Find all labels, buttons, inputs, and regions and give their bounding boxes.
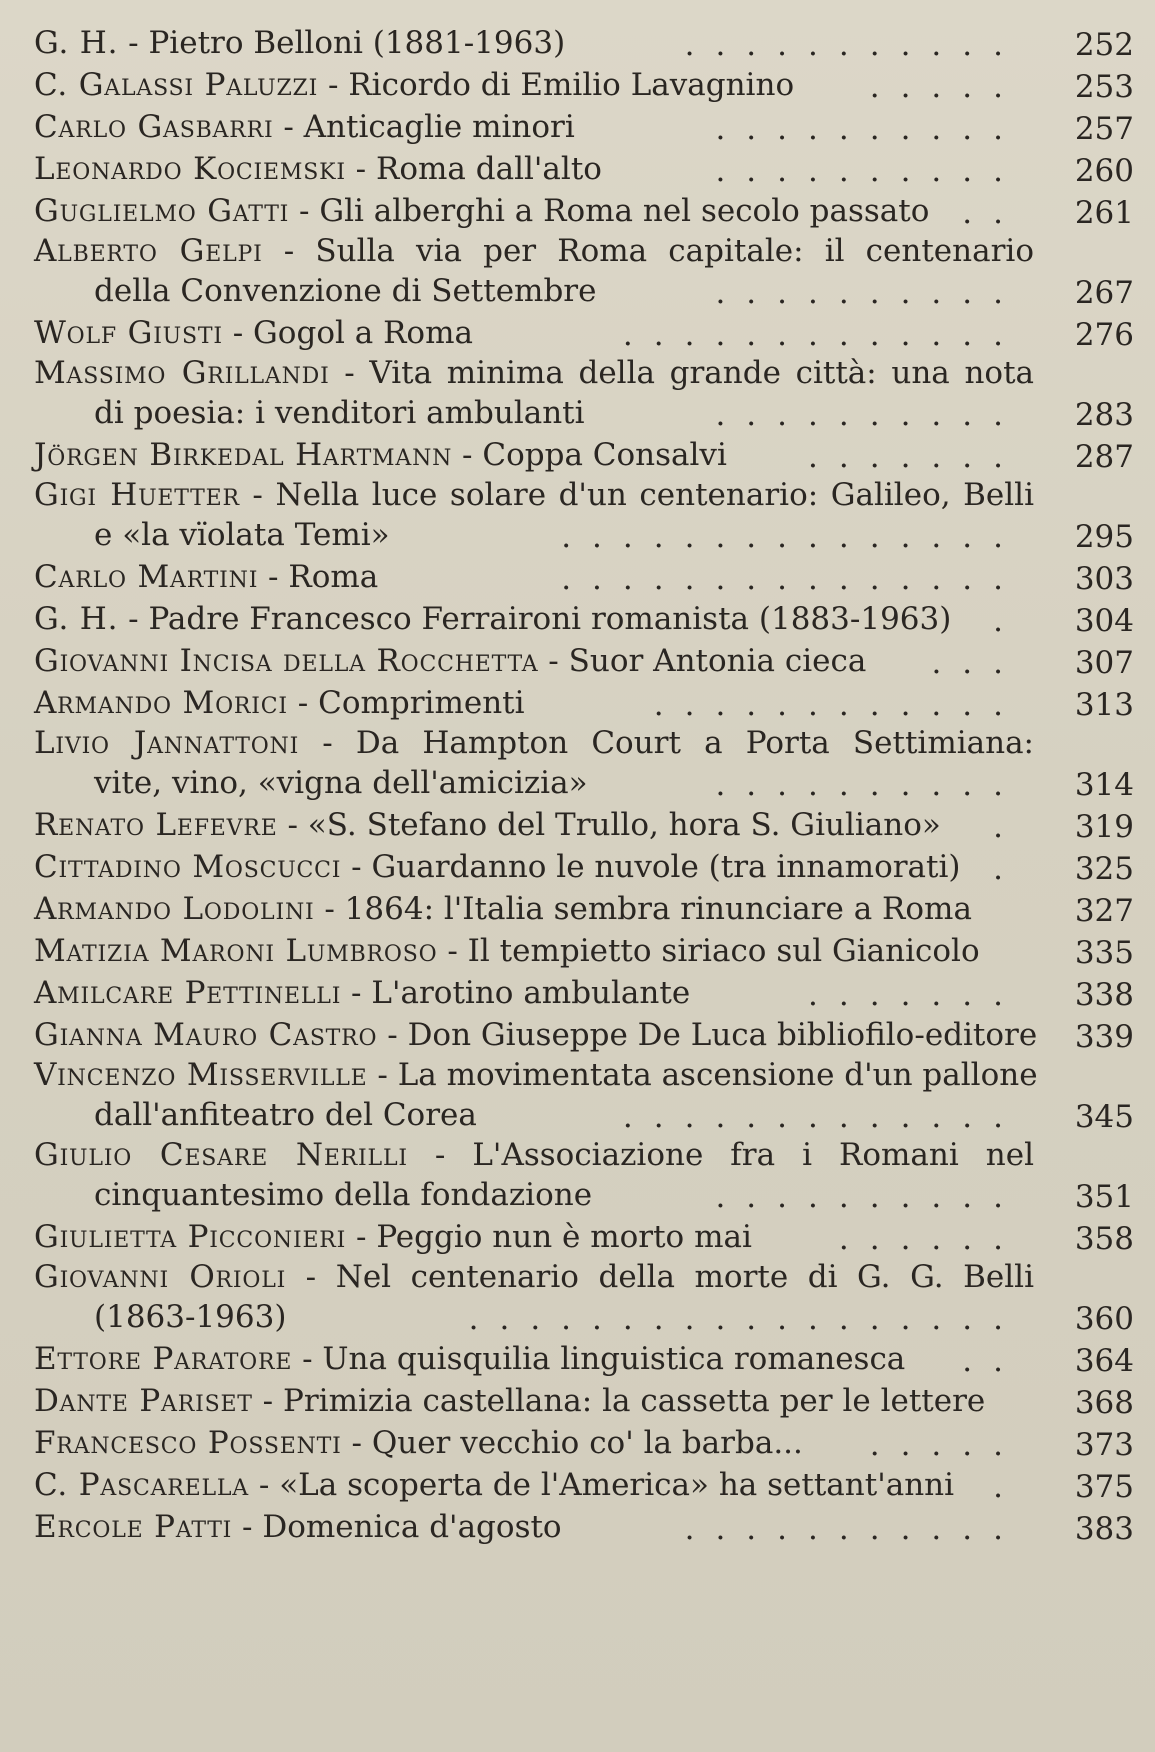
toc-entry[interactable] [34, 148, 1134, 190]
entry-title: Comprimenti [318, 685, 525, 721]
entry-text [34, 556, 378, 598]
page-number: 304 [1074, 603, 1134, 639]
table-of-contents [34, 22, 1134, 1548]
entry-title: 1864: l'Italia sembra rinunciare a Roma [344, 891, 972, 927]
toc-line [34, 1422, 1134, 1464]
dot-leader: . [993, 603, 1024, 639]
page-number: 287 [1074, 439, 1134, 475]
entry-title: Quer vecchio co' la barba... [371, 1425, 803, 1461]
entry-author: Carlo Martini [34, 559, 259, 595]
toc-entry[interactable] [34, 64, 1134, 106]
separator: - [407, 1137, 473, 1173]
dot-leader [34, 1014, 1024, 1061]
dot-leader [34, 1380, 1024, 1427]
entry-title: «La scoperta de l'America» ha settant'anni [279, 1467, 955, 1503]
dot-leader: .................. [468, 1301, 1024, 1337]
entry-text [34, 476, 1034, 514]
page-number: 338 [1074, 977, 1134, 1013]
entry-title: Padre Francesco Ferraironi romanista (1883-1963) [148, 601, 952, 637]
page-number: 303 [1074, 561, 1134, 597]
toc-entry[interactable] [34, 972, 1134, 1014]
toc-entry[interactable] [34, 556, 1134, 598]
entry-author: Gigi Huetter [34, 477, 240, 513]
toc-line [34, 1014, 1134, 1056]
toc-entry[interactable] [34, 190, 1134, 232]
entry-title-continued: vite, vino, «vigna dell'amicizia» [94, 765, 588, 801]
separator: - [292, 1341, 323, 1377]
toc-line [34, 106, 1134, 148]
entry-text [34, 64, 794, 106]
entry-title: L'Associazione fra i Romani nel [472, 1137, 1034, 1173]
entry-title: Il tempietto siriaco sul Gianicolo [467, 933, 980, 969]
dot-leader: .. [962, 195, 1024, 231]
dot-leader: ........... [684, 27, 1024, 63]
entry-author: Ettore Paratore [34, 1341, 293, 1377]
entry-text [34, 640, 866, 682]
page-number: 253 [1074, 69, 1134, 105]
toc-line [34, 1380, 1134, 1422]
toc-entry[interactable] [34, 1422, 1134, 1464]
entry-text [34, 930, 980, 972]
separator: - [287, 685, 319, 721]
entry-author: Giovanni Orioli [34, 1259, 287, 1295]
entry-title: «S. Stefano del Trullo, hora S. Giuliano» [307, 807, 941, 843]
dot-leader: ............ [653, 687, 1024, 723]
entry-title-continued: di poesia: i venditori ambulanti [94, 395, 585, 431]
entry-text [34, 1056, 1038, 1094]
page-number: 360 [1074, 1301, 1134, 1337]
separator: - [437, 933, 468, 969]
entry-author: G. H. [34, 25, 119, 61]
toc-entry[interactable] [34, 1216, 1134, 1258]
entry-title: Da Hampton Court a Porta Settimiana: [355, 725, 1034, 761]
toc-line [34, 1094, 1134, 1136]
page-number: 313 [1074, 687, 1134, 723]
entry-text [34, 724, 1034, 762]
page-number: 351 [1074, 1179, 1134, 1215]
entry-text [34, 1216, 752, 1258]
toc-entry[interactable] [34, 106, 1134, 148]
dot-leader: .......... [715, 397, 1024, 433]
entry-title: Nella luce solare d'un centenario: Galileo, Belli [275, 477, 1034, 513]
toc-entry[interactable] [34, 598, 1134, 640]
toc-line [34, 476, 1134, 514]
dot-leader: .......... [715, 275, 1024, 311]
toc-line [34, 972, 1134, 1014]
separator: - [345, 151, 377, 187]
separator: - [289, 193, 320, 229]
separator: - [367, 1057, 398, 1093]
entry-author: Matizia Maroni Lumbroso [34, 933, 438, 969]
entry-text [34, 888, 972, 930]
dot-leader: ...... [838, 1221, 1024, 1257]
entry-author: Gianna Mauro Castro [34, 1017, 378, 1053]
toc-entry[interactable] [34, 434, 1134, 476]
separator: - [452, 437, 483, 473]
toc-line [34, 514, 1134, 556]
toc-entry[interactable] [34, 22, 1134, 64]
entry-title-continued: cinquantesimo della fondazione [94, 1177, 593, 1213]
dot-leader: ............... [561, 519, 1024, 555]
separator: - [232, 1509, 263, 1545]
toc-entry[interactable] [34, 930, 1134, 972]
entry-text [34, 312, 473, 354]
entry-title: Una quisquilia linguistica romanesca [322, 1341, 906, 1377]
toc-line [34, 846, 1134, 888]
toc-entry[interactable] [34, 1506, 1134, 1548]
dot-leader: ............. [622, 1099, 1024, 1135]
separator: - [286, 1259, 336, 1295]
toc-entry[interactable] [34, 888, 1134, 930]
dot-leader: ............. [622, 317, 1024, 353]
page-number: 257 [1074, 111, 1134, 147]
entry-title: La movimentata ascensione d'un pallone [397, 1057, 1038, 1093]
page-number: 364 [1074, 1343, 1134, 1379]
toc-entry[interactable] [34, 1258, 1134, 1338]
separator: - [273, 109, 304, 145]
separator: - [341, 849, 372, 885]
separator: - [252, 1383, 283, 1419]
toc-entry[interactable] [34, 232, 1134, 312]
entry-author: Giulietta Picconieri [34, 1219, 347, 1255]
entry-text [34, 682, 525, 724]
page-number: 345 [1074, 1099, 1134, 1135]
page-number: 339 [1074, 1019, 1134, 1055]
dot-leader: .......... [715, 111, 1024, 147]
dot-leader: . [993, 809, 1024, 845]
entry-text [34, 1258, 1034, 1296]
toc-line [34, 1338, 1134, 1380]
entry-text [34, 22, 565, 64]
entry-title: Ricordo di Emilio Lavagnino [348, 67, 795, 103]
page-number: 325 [1074, 851, 1134, 887]
entry-author: Giulio Cesare Nerilli [34, 1137, 408, 1173]
entry-title: Vita minima della grande città: una nota [369, 355, 1035, 391]
separator: - [299, 725, 356, 761]
separator: - [249, 1467, 280, 1503]
toc-entry[interactable] [34, 1136, 1134, 1216]
page-number: 319 [1074, 809, 1134, 845]
entry-author: Carlo Gasbarri [34, 109, 274, 145]
separator: - [118, 601, 149, 637]
entry-title: Gogol a Roma [253, 315, 473, 351]
toc-line [34, 232, 1134, 270]
toc-line [34, 888, 1134, 930]
page-number: 267 [1074, 275, 1134, 311]
toc-line [34, 556, 1134, 598]
toc-line [34, 148, 1134, 190]
separator: - [239, 477, 276, 513]
dot-leader: ............... [561, 561, 1024, 597]
dot-leader: ..... [869, 69, 1024, 105]
toc-entry[interactable] [34, 1464, 1134, 1506]
entry-text [34, 232, 1034, 270]
dot-leader: .. [962, 1343, 1024, 1379]
entry-title: Gli alberghi a Roma nel secolo passato [319, 193, 930, 229]
entry-title: Coppa Consalvi [482, 437, 727, 473]
page-number: 276 [1074, 317, 1134, 353]
dot-leader: ....... [808, 439, 1024, 475]
entry-author: Francesco Possenti [34, 1425, 342, 1461]
entry-text [34, 434, 727, 476]
toc-line [34, 640, 1134, 682]
entry-title: Primizia castellana: la cassetta per le lettere [282, 1383, 986, 1419]
separator: - [329, 355, 370, 391]
entry-title: Peggio nun è morto mai [376, 1219, 752, 1255]
toc-line [34, 1258, 1134, 1296]
entry-author: Jörgen Birkedal Hartmann [34, 437, 453, 473]
toc-entry[interactable] [34, 476, 1134, 556]
entry-title: Roma [288, 559, 379, 595]
toc-line [34, 64, 1134, 106]
entry-author: Armando Lodolini [34, 891, 315, 927]
toc-line [34, 22, 1134, 64]
toc-line [34, 682, 1134, 724]
toc-entry[interactable] [34, 1338, 1134, 1380]
entry-title: L'arotino ambulante [371, 975, 691, 1011]
entry-text [34, 1338, 905, 1380]
separator: - [314, 891, 345, 927]
separator: - [341, 1425, 372, 1461]
entry-author: Amilcare Pettinelli [34, 975, 342, 1011]
page-number: 327 [1074, 893, 1134, 929]
entry-author: Dante Pariset [34, 1383, 253, 1419]
entry-title-continued: dall'anfiteatro del Corea [94, 1097, 477, 1133]
dot-leader: .......... [715, 153, 1024, 189]
entry-text [34, 148, 602, 190]
entry-text [34, 1136, 1034, 1174]
page-number: 358 [1074, 1221, 1134, 1257]
entry-author: C. Galassi Paluzzi [34, 67, 319, 103]
entry-title: Roma dall'alto [376, 151, 602, 187]
dot-leader: ... [931, 645, 1024, 681]
toc-line [34, 1506, 1134, 1548]
toc-line [34, 1296, 1134, 1338]
entry-author: Cittadino Moscucci [34, 849, 342, 885]
page-number: 260 [1074, 153, 1134, 189]
entry-author: Livio Jannattoni [34, 725, 300, 761]
toc-line [34, 434, 1134, 476]
toc-line [34, 724, 1134, 762]
page-number: 283 [1074, 397, 1134, 433]
dot-leader: .......... [715, 1179, 1024, 1215]
page-number: 383 [1074, 1511, 1134, 1547]
page-number: 373 [1074, 1427, 1134, 1463]
dot-leader: .......... [715, 767, 1024, 803]
entry-text [34, 354, 1034, 392]
entry-author: G. H. [34, 601, 119, 637]
toc-line [34, 190, 1134, 232]
entry-author: Vincenzo Misserville [34, 1057, 368, 1093]
entry-title: Don Giuseppe De Luca bibliofilo-editore [407, 1017, 1038, 1053]
toc-line [34, 354, 1134, 392]
separator: - [262, 233, 316, 269]
page-number: 295 [1074, 519, 1134, 555]
entry-title-continued: della Convenzione di Settembre [94, 273, 597, 309]
page-number: 252 [1074, 27, 1134, 63]
separator: - [377, 1017, 408, 1053]
entry-text [34, 1464, 954, 1506]
separator: - [222, 315, 254, 351]
dot-leader: . [993, 851, 1024, 887]
entry-text [34, 106, 575, 148]
entry-title: Guardanno le nuvole (tra innamorati) [371, 849, 961, 885]
dot-leader: ..... [869, 1427, 1024, 1463]
entry-title: Anticaglie minori [303, 109, 575, 145]
entry-text [34, 598, 951, 640]
entry-author: Leonardo Kociemski [34, 151, 346, 187]
page-number: 261 [1074, 195, 1134, 231]
toc-entry[interactable] [34, 846, 1134, 888]
entry-author: Giovanni Incisa della Rocchetta [34, 643, 539, 679]
separator: - [118, 25, 149, 61]
entry-text [34, 1506, 562, 1548]
entry-author: C. Pascarella [34, 1467, 249, 1503]
page-number: 307 [1074, 645, 1134, 681]
entry-text [34, 972, 690, 1014]
separator: - [258, 559, 289, 595]
toc-entry[interactable] [34, 1056, 1134, 1136]
entry-title: Sulla via per Roma capitale: il centenario [315, 233, 1034, 269]
dot-leader: ........... [684, 1511, 1024, 1547]
entry-text [34, 804, 941, 846]
toc-entry[interactable] [34, 804, 1134, 846]
entry-author: Wolf Giusti [34, 315, 223, 351]
toc-line [34, 1216, 1134, 1258]
toc-line [34, 1056, 1134, 1094]
toc-entry[interactable] [34, 1014, 1134, 1056]
entry-title-continued: e «la vïolata Temi» [94, 517, 390, 553]
entry-title: Nel centenario della morte di G. G. Belli [335, 1259, 1034, 1295]
toc-entry[interactable] [34, 1380, 1134, 1422]
entry-title-continued: (1863-1963) [94, 1299, 287, 1335]
entry-author: Alberto Gelpi [34, 233, 263, 269]
toc-line [34, 1136, 1134, 1174]
toc-line [34, 804, 1134, 846]
entry-author: Massimo Grillandi [34, 355, 330, 391]
page-number: 314 [1074, 767, 1134, 803]
toc-entry[interactable] [34, 682, 1134, 724]
separator: - [341, 975, 372, 1011]
toc-entry[interactable] [34, 312, 1134, 354]
page-number: 335 [1074, 935, 1134, 971]
separator: - [318, 67, 349, 103]
toc-entry[interactable] [34, 354, 1134, 434]
toc-line [34, 312, 1134, 354]
toc-line [34, 392, 1134, 434]
separator: - [346, 1219, 377, 1255]
entry-author: Guglielmo Gatti [34, 193, 290, 229]
entry-author: Ercole Patti [34, 1509, 233, 1545]
dot-leader: ....... [808, 977, 1024, 1013]
separator: - [277, 807, 308, 843]
toc-line [34, 598, 1134, 640]
entry-text [34, 190, 929, 232]
toc-line [34, 930, 1134, 972]
entry-author: Armando Morici [34, 685, 288, 721]
dot-leader: . [993, 1469, 1024, 1505]
toc-line [34, 762, 1134, 804]
toc-line [34, 270, 1134, 312]
separator: - [538, 643, 569, 679]
entry-text [34, 846, 961, 888]
entry-title: Domenica d'agosto [262, 1509, 562, 1545]
entry-title: Pietro Belloni (1881-1963) [148, 25, 566, 61]
entry-author: Renato Lefevre [34, 807, 278, 843]
toc-line [34, 1174, 1134, 1216]
page-number: 375 [1074, 1469, 1134, 1505]
entry-title: Suor Antonia cieca [568, 643, 867, 679]
page-number: 368 [1074, 1385, 1134, 1421]
toc-entry[interactable] [34, 640, 1134, 682]
toc-entry[interactable] [34, 724, 1134, 804]
entry-text [34, 1422, 803, 1464]
toc-line [34, 1464, 1134, 1506]
